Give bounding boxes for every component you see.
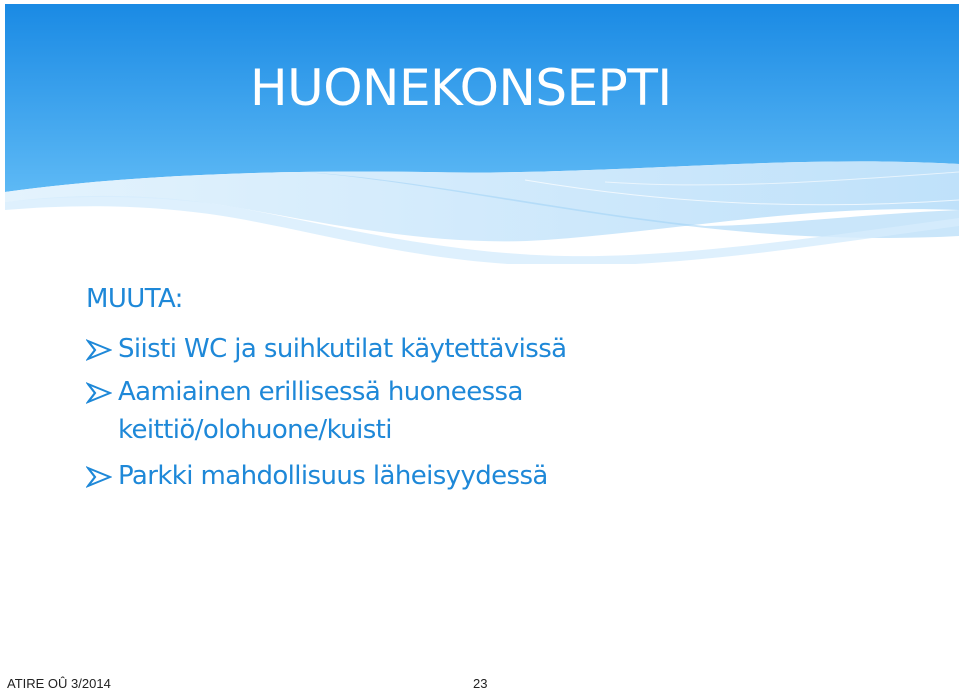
slide-content xyxy=(86,282,926,505)
slide-title: HUONEKONSEPTI xyxy=(250,59,672,117)
arrow-bullet-icon xyxy=(86,382,112,404)
bullet-line: Parkki mahdollisuus läheisyydessä xyxy=(118,461,548,491)
bullet-item xyxy=(86,373,926,449)
header-banner xyxy=(5,4,959,264)
footer-page-number: 23 xyxy=(473,676,488,691)
section-heading: MUUTA: xyxy=(86,284,183,314)
bullet-line: keittiö/olohuone/kuisti xyxy=(118,415,392,445)
footer-company-date: ATIRE OÛ 3/2014 xyxy=(7,676,111,691)
bullet-item xyxy=(86,457,926,495)
bullet-line: Siisti WC ja suihkutilat käytettävissä xyxy=(118,334,567,364)
arrow-bullet-icon xyxy=(86,339,112,361)
bullet-item xyxy=(86,330,926,368)
bullet-list xyxy=(86,330,926,495)
arrow-bullet-icon xyxy=(86,466,112,488)
bullet-line: Aamiainen erillisessä huoneessa xyxy=(118,377,523,407)
